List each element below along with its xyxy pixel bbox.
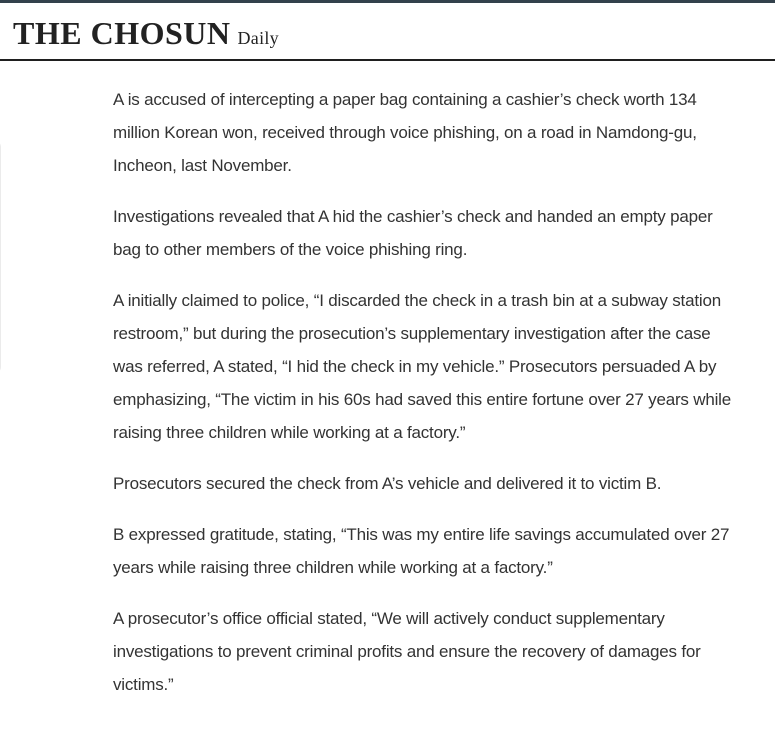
- article-paragraph: A is accused of intercepting a paper bag containing a cashier’s check worth 134 million Korean won, received through voice phishing, on a road in Namdong-gu, Incheon, last November.: [113, 90, 697, 175]
- article-paragraph: Prosecutors secured the check from A’s vehicle and delivered it to victim B.: [113, 474, 662, 493]
- article-paragraph: A prosecutor’s office official stated, “We will actively conduct supplementary investigations to prevent criminal profits and ensure the recovery of damages for victims.”: [113, 609, 701, 694]
- article-paragraph: A initially claimed to police, “I discarded the check in a trash bin at a subway station restroom,” but during the prosecution’s supplementary investigation after the case was referred, A stated, “I hid the check in my vehicle.” Prosecutors persuaded A by emphasizing, “The victim in his 60s had saved this entire fortune over 27 years while raising three children while working at a factory.”: [113, 291, 731, 442]
- masthead-title: THE CHOSUN: [13, 15, 231, 51]
- page-content: [0, 61, 775, 741]
- left-card-edge: [0, 141, 1, 373]
- masthead-suffix: Daily: [237, 28, 279, 48]
- masthead-logo[interactable]: [13, 15, 279, 52]
- article-body: [113, 61, 738, 719]
- site-header: [0, 3, 775, 61]
- article-paragraph: Investigations revealed that A hid the cashier’s check and handed an empty paper bag to other members of the voice phishing ring.: [113, 207, 713, 259]
- article-paragraph: B expressed gratitude, stating, “This was my entire life savings accumulated over 27 years while raising three children while working at a factory.”: [113, 525, 730, 577]
